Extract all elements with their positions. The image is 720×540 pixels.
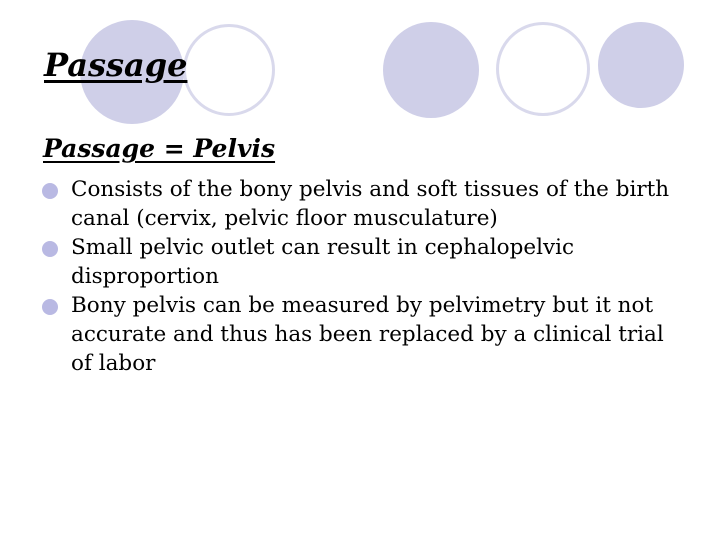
bullet-item (40, 291, 690, 378)
bullet-text: Bony pelvis can be measured by pelvimetry but it not accurate and thus has been replaced by a clinical trial of labor (71, 293, 664, 376)
bullet-dot-icon (42, 241, 58, 257)
decorative-circle-3 (598, 22, 684, 108)
bullet-dot-icon (42, 299, 58, 315)
bullet-text: Consists of the bony pelvis and soft tissues of the birth canal (cervix, pelvic floor musculature) (71, 177, 670, 231)
bullet-list (40, 175, 690, 378)
bullet-item (40, 175, 690, 233)
bullet-dot-icon (42, 183, 58, 199)
bullet-text: Small pelvic outlet can result in cephalopelvic disproportion (71, 235, 575, 289)
slide-subtitle: Passage = Pelvis (43, 134, 276, 163)
decorative-circle-2 (383, 22, 479, 118)
slide-title: Passage (44, 46, 188, 84)
decorative-ring-1 (183, 24, 275, 116)
decorative-ring-2 (496, 22, 590, 116)
bullet-item (40, 233, 690, 291)
